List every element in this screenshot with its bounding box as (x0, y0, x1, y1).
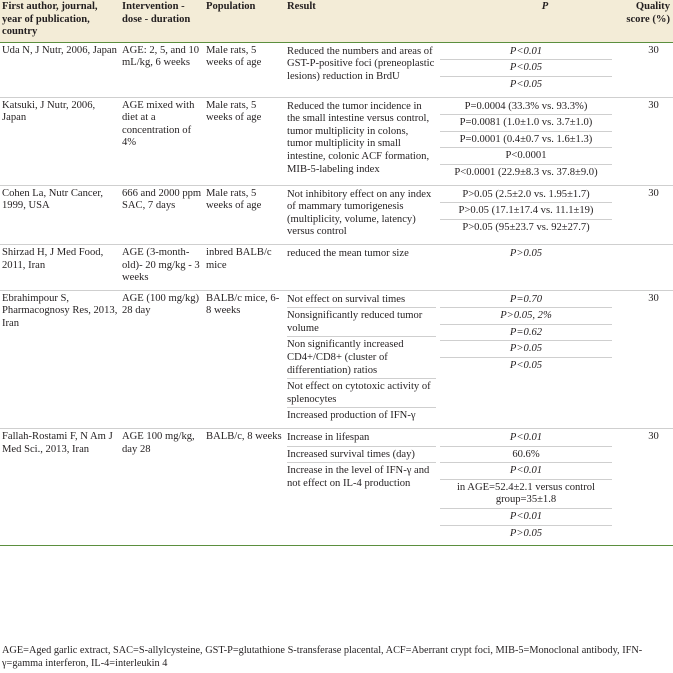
population-cell: Male rats, 5 weeks of age (204, 42, 285, 97)
intervention-cell: AGE: 2, 5, and 10 mL/kg, 6 weeks (120, 42, 204, 97)
result-cell (285, 97, 438, 185)
p-value: P>0.05, 2% (440, 307, 612, 323)
table-row (0, 244, 673, 290)
p-value: P<0.0001 (440, 147, 612, 163)
p-value: in AGE=52.4±2.1 versus control group=35±1.8 (440, 479, 612, 507)
result-item: Nonsignificantly reduced tumor volume (287, 307, 436, 335)
p-cell (438, 290, 614, 428)
result-cell (285, 185, 438, 244)
result-cell (285, 290, 438, 428)
p-cell (438, 97, 614, 185)
table-row (0, 185, 673, 244)
population-cell: inbred BALB/c mice (204, 244, 285, 290)
result-item: Increased production of IFN-γ (287, 407, 436, 423)
header-row (0, 0, 673, 42)
result-item: Not inhibitory effect on any index of mammary tumorigenesis (multiplicity, volume, latency) versus control (287, 188, 432, 238)
p-value: P=0.0081 (1.0±1.0 vs. 3.7±1.0) (440, 114, 612, 130)
result-item: Increase in the level of IFN-γ and not effect on IL-4 production (287, 462, 436, 490)
population-cell: Male rats, 5 weeks of age (204, 97, 285, 185)
p-value: P<0.01 (440, 462, 612, 478)
p-value: P<0.01 (509, 45, 543, 57)
intervention-cell: AGE (100 mg/kg) 28 day (120, 290, 204, 428)
intervention-cell: AGE (3-month-old)- 20 mg/kg - 3 weeks (120, 244, 204, 290)
population-cell: BALB/c, 8 weeks (204, 429, 285, 546)
result-item: Reduced the tumor incidence in the small intestine versus control, tumor multiplicity in colons, tumor multiplicity in small intestine, colonic ACF formation, MIB-5-labeling index (287, 100, 430, 175)
p-value: P=0.70 (509, 293, 543, 305)
p-value: P<0.05 (440, 357, 612, 373)
table-row (0, 97, 673, 185)
result-item: Not effect on survival times (287, 293, 406, 305)
p-cell (438, 244, 614, 290)
p-value: P=0.0001 (0.4±0.7 vs. 1.6±1.3) (440, 131, 612, 147)
p-value: P<0.01 (440, 508, 612, 524)
header-author: First author, journal, year of publication, country (0, 0, 120, 42)
p-value: P>0.05 (2.5±2.0 vs. 1.95±1.7) (462, 188, 590, 200)
p-value: P>0.05 (440, 525, 612, 541)
header-intervention: Intervention - dose - duration (120, 0, 204, 42)
author-cell: Uda N, J Nutr, 2006, Japan (0, 42, 120, 97)
header-result: Result (285, 0, 438, 42)
quality-cell: 30 (614, 185, 673, 244)
intervention-cell: AGE mixed with diet at a concentration of 4% (120, 97, 204, 185)
author-cell: Cohen La, Nutr Cancer, 1999, USA (0, 185, 120, 244)
p-value: P<0.05 (440, 76, 612, 92)
result-item: Reduced the numbers and areas of GST-P-positive foci (preneoplastic lesions) reduction in BrdU (287, 45, 435, 82)
p-value: P>0.05 (509, 247, 543, 259)
p-value: P<0.0001 (22.9±8.3 vs. 37.8±9.0) (440, 164, 612, 180)
p-value: P<0.05 (440, 59, 612, 75)
table-body (0, 42, 673, 545)
p-value: P>0.05 (17.1±17.4 vs. 11.1±19) (440, 202, 612, 218)
p-value: P>0.05 (440, 340, 612, 356)
p-value: P=0.0004 (33.3% vs. 93.3%) (464, 100, 588, 112)
result-item: Non significantly increased CD4+/CD8+ (cluster of differentiation) ratios (287, 336, 436, 377)
quality-cell: 30 (614, 97, 673, 185)
author-cell: Fallah-Rostami F, N Am J Med Sci., 2013, Iran (0, 429, 120, 546)
result-cell (285, 429, 438, 546)
result-item: Not effect on cytotoxic activity of splenocytes (287, 378, 436, 406)
result-item: reduced the mean tumor size (287, 247, 409, 259)
p-cell (438, 429, 614, 546)
p-value: P>0.05 (95±23.7 vs. 92±27.7) (440, 219, 612, 235)
quality-cell: 30 (614, 290, 673, 428)
author-cell: Shirzad H, J Med Food, 2011, Iran (0, 244, 120, 290)
quality-cell (614, 244, 673, 290)
quality-cell: 30 (614, 42, 673, 97)
result-cell (285, 244, 438, 290)
p-value: P=0.62 (440, 324, 612, 340)
author-cell: Katsuki, J Nutr, 2006, Japan (0, 97, 120, 185)
population-cell: Male rats, 5 weeks of age (204, 185, 285, 244)
intervention-cell: AGE 100 mg/kg, day 28 (120, 429, 204, 546)
intervention-cell: 666 and 2000 ppm SAC, 7 days (120, 185, 204, 244)
header-p: P (438, 0, 614, 42)
header-quality: Quality score (%) (614, 0, 673, 42)
quality-cell: 30 (614, 429, 673, 546)
result-item: Increased survival times (day) (287, 446, 436, 462)
p-value: P<0.01 (509, 432, 543, 444)
result-cell (285, 42, 438, 97)
p-value: 60.6% (440, 446, 612, 462)
result-item: Increase in lifespan (287, 432, 370, 444)
table-row (0, 42, 673, 97)
table-row (0, 429, 673, 546)
table-footnote: AGE=Aged garlic extract, SAC=S-allylcysteine, GST-P=glutathione S-transferase placental, ACF=Aberrant crypt foci, MIB-5=Monoclonal antibody, IFN-γ=gamma interferon, IL-4=interleukin 4 (2, 645, 643, 669)
table-row (0, 290, 673, 428)
p-cell (438, 185, 614, 244)
population-cell: BALB/c mice, 6-8 weeks (204, 290, 285, 428)
header-population: Population (204, 0, 285, 42)
p-cell (438, 42, 614, 97)
author-cell: Ebrahimpour S, Pharmacognosy Res, 2013, Iran (0, 290, 120, 428)
